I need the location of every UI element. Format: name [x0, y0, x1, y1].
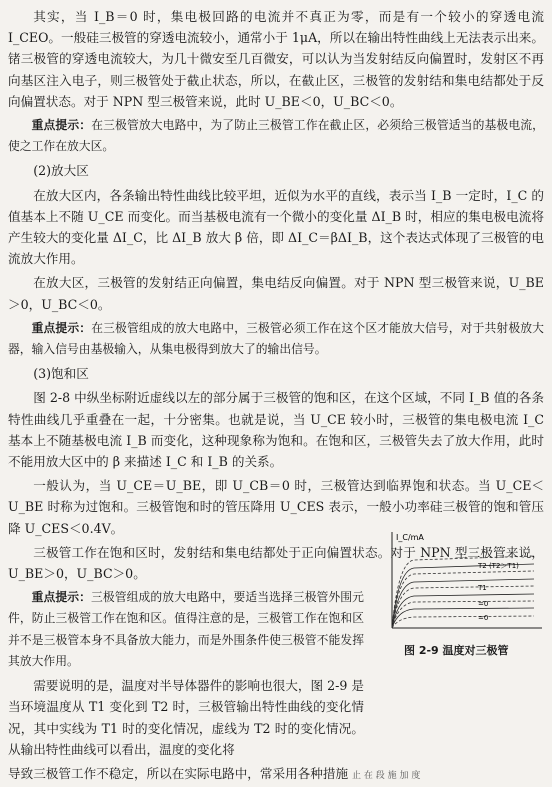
- paragraph-cutoff-region: 其实，当 I_B＝0 时，集电极回路的电流并不真正为零，而是有一个较小的穿透电流 I_CEO。一般硅三极管的穿透电流较小，通常小于 1μA，所以在输出特性曲线上无法表示出来。锗三极管的穿透电流较大，为几十微安至几百微安，可以认为当发射结反向偏置时，发射区不再向基区注入电子，则三极管处于截止状态，所以，在截止区，三极管的发射结和集电结都处于反向偏置状态。对于 NPN 型三极管来说，此时 U_BE＜0，U_BC＜0。: [8, 9, 544, 109]
- y-axis-label: I_C/mA: [396, 533, 424, 542]
- heading-active-region: (2)放大区: [33, 163, 89, 179]
- curve-label: =0: [478, 600, 489, 608]
- note-text: 在三极管组成的放大电路中，三极管必须工作在这个区才能放大信号，对于共射极放大器，输入信号由基极输入，从集电极得到放大了的输出信号。: [8, 320, 544, 357]
- paragraph-active-region: 在放大区内，各条输出特性曲线比较平坦，近似为水平的直线，表示当 I_B 一定时，I_C 的值基本上不随 U_CE 而变化。而当基极电流有一个微小的变化量 ΔI_B 时，相应的集电极电流将产生较大的变化量 ΔI_C，比 ΔI_B 放大 β 倍，即 ΔI_C＝βΔI_B，这个表达式体现了三极管的电流放大作用。: [8, 187, 544, 267]
- note-label: 重点提示：: [31, 320, 92, 335]
- figure-2-9: [374, 528, 546, 696]
- curve-solid: [392, 594, 534, 628]
- curve-label: T1: [478, 584, 487, 592]
- paragraph-saturation-critical: 一般认为，当 U_CE＝U_BE，即 U_CB＝0 时，三极管达到临界饱和状态。当 U_CE＜U_BE 时称为过饱和。三极管饱和时的管压降用 U_CES 表示，一般小功率硅三极管的饱和管压降 U_CES＜0.4V。: [8, 478, 544, 536]
- curve-dashed: [392, 586, 534, 628]
- note-label: 重点提示：: [31, 118, 92, 133]
- note-active: [8, 318, 544, 360]
- figure-caption: 图 2-9 温度对三极管: [404, 644, 509, 657]
- heading-saturation-region: (3)饱和区: [33, 366, 89, 382]
- note-saturation: [8, 587, 364, 672]
- paragraph-saturation-bias: 三极管工作在饱和区时，发射结和集电结都处于正向偏置状态。对于 NPN 型三极管来说，U_BE＞0，U_BC＞0。: [8, 544, 544, 582]
- legend-label: T2 (T2＞T1): [478, 562, 519, 570]
- paragraph-temperature-tail: [8, 763, 544, 787]
- curve-dashed: [392, 601, 534, 628]
- temperature-tail-text: 导致三极管工作不稳定，所以在实际电路中，常采用各种措施: [8, 765, 349, 781]
- wrapped-text-block: [8, 587, 364, 760]
- paragraph-active-bias: 在放大区，三极管的发射结正向偏置，集电结反向偏置。对于 NPN 型三极管来说，U_BE＞0，U_BC＜0。: [8, 275, 544, 312]
- note-text: 在三极管放大电路中，为了防止三极管工作在截止区，必须给三极管适当的基极电流，使之工作在放大区。: [8, 118, 544, 154]
- tail-fragment: 止 在 段 施 加 度: [352, 770, 421, 781]
- note-label: 重点提示：: [31, 590, 91, 605]
- curve-dashed: [392, 616, 534, 628]
- curve-solid: [392, 608, 534, 628]
- paragraph-saturation-region: 图 2-8 中纵坐标附近虚线以左的部分属于三极管的饱和区，在这个区域，不同 I_B 值的各条特性曲线几乎重叠在一起，十分密集。也就是说，当 U_CE 较小时，三极管的集电极电流 I_C 基本上不随基极电流 I_B 而变化，这种现象称为饱和。在饱和区，三极管失去了放大作用，此时不能用放大区中的 β 来描述 I_C 和 I_B 的关系。: [8, 390, 544, 470]
- output-characteristic-chart: [374, 528, 546, 638]
- note-cutoff: [8, 115, 544, 157]
- note-text: 三极管组成的放大电路中，要适当选择三极管外围元件，防止三极管工作在饱和区。值得注意的是，三极管工作在饱和区并不是三极管本身不具备放大能力，而是外围条件使三极管不能发挥其放大作用。: [8, 590, 364, 668]
- paragraph-temperature: 需要说明的是，温度对半导体器件的影响也很大，图 2-9 是当环境温度从 T1 变化到 T2 时，三极管输出特性曲线的变化情况，其中实线为 T1 时的变化情况，虚线为 T2 时的变化情况。从输出特性曲线可以看出，温度的变化将: [8, 678, 364, 757]
- curve-label: =0: [478, 614, 489, 622]
